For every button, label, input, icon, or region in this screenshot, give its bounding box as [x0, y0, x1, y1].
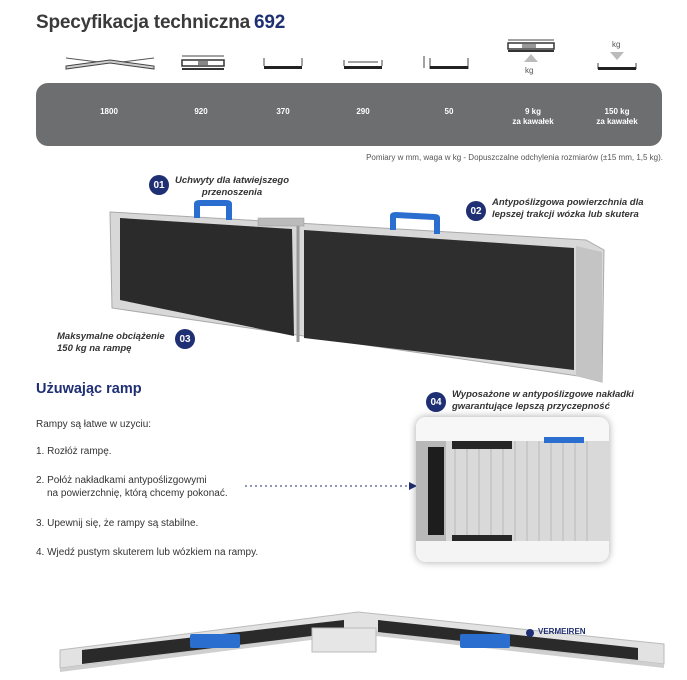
- spec-inner-width-value: 290: [356, 107, 370, 116]
- callout-02-line1: Antypoślizgowa powierzchnia dla: [492, 197, 644, 208]
- callout-04-badge: 04: [426, 392, 446, 412]
- measurement-note: Pomiary w mm, waga w kg - Dopuszczalne odchylenia rozmiarów (±15 mm, 1,5 kg).: [366, 153, 663, 162]
- folded-width-icon: [260, 36, 306, 82]
- callout-04-line1: Wyposażone w antypoślizgowe nakładki: [452, 389, 634, 400]
- usage-step-3: 3. Upewnij się, że rampy są stabilne.: [36, 518, 199, 529]
- spec-weight-value: 9 kg: [524, 107, 541, 116]
- callout-01-badge: 01: [149, 175, 169, 195]
- spec-weight: [512, 107, 553, 127]
- model-number: 692: [254, 12, 286, 33]
- usage-step-2-line1: 2. Połóż nakładkami antypoślizgowymi: [36, 475, 207, 486]
- spec-inner-width: [356, 107, 369, 117]
- spec-length: [100, 107, 118, 117]
- width-icon: [178, 36, 228, 82]
- spec-length-value: 1800: [100, 107, 118, 116]
- usage-title: Użuwając ramp: [36, 381, 142, 397]
- callout-04-text: [452, 389, 634, 413]
- callout-01-line2: przenoszenia: [201, 187, 263, 198]
- antislip-closeup-photo: [416, 417, 609, 562]
- spec-width-value: 920: [194, 107, 208, 116]
- length-icon: [62, 36, 158, 82]
- page-title: [36, 12, 285, 34]
- spec-folded-width-value: 370: [276, 107, 290, 116]
- spec-bar: [36, 83, 662, 146]
- usage-step-1: 1. Rozłóż rampę.: [36, 446, 112, 457]
- spec-height-value: 50: [444, 107, 454, 116]
- callout-02-badge: 02: [466, 201, 486, 221]
- spec-weight-unit: za kawałek: [512, 117, 554, 126]
- usage-intro: Rampy są łatwe w uzyciu:: [36, 419, 152, 430]
- max-load-icon: [592, 36, 642, 82]
- ramp-bottom-illustration: [58, 608, 668, 674]
- title-text: Specyfikacja techniczna: [36, 12, 251, 33]
- callout-04-line2: gwarantujące lepszą przyczepność: [452, 401, 610, 412]
- spec-icons-row: [38, 36, 660, 82]
- callout-03-text: [57, 331, 165, 355]
- inner-width-icon: [340, 36, 386, 82]
- usage-step-2: [36, 474, 228, 500]
- load-kg-label: kg: [612, 40, 621, 49]
- connector-arrow: [245, 478, 420, 496]
- spec-max-load-unit: za kawałek: [596, 117, 638, 126]
- height-icon: [420, 36, 472, 82]
- callout-03-badge: 03: [175, 329, 195, 349]
- callout-03-line2: 150 kg na rampę: [57, 343, 132, 354]
- usage-step-4: 4. Wjedź pustym skuterem lub wózkiem na rampy.: [36, 547, 259, 558]
- callout-01-text: [175, 175, 289, 199]
- spec-height: [445, 107, 454, 117]
- spec-width: [194, 107, 207, 117]
- spec-folded-width: [276, 107, 289, 117]
- spec-max-load: [596, 107, 637, 127]
- brand-logo: VERMEIREN: [538, 627, 586, 636]
- ramp-illustration: [108, 196, 608, 386]
- callout-02-line2: lepszej trakcji wózka lub skutera: [492, 209, 639, 220]
- usage-step-2-line2: na powierzchnię, którą chcemy pokonać.: [47, 488, 228, 499]
- weight-kg-label: kg: [525, 66, 534, 75]
- weight-icon: [504, 36, 558, 82]
- callout-03-line1: Maksymalne obciążenie: [57, 331, 165, 342]
- callout-01-line1: Uchwyty dla łatwiejszego: [175, 175, 290, 186]
- spec-max-load-value: 150 kg: [604, 107, 630, 116]
- callout-02-text: [492, 197, 644, 221]
